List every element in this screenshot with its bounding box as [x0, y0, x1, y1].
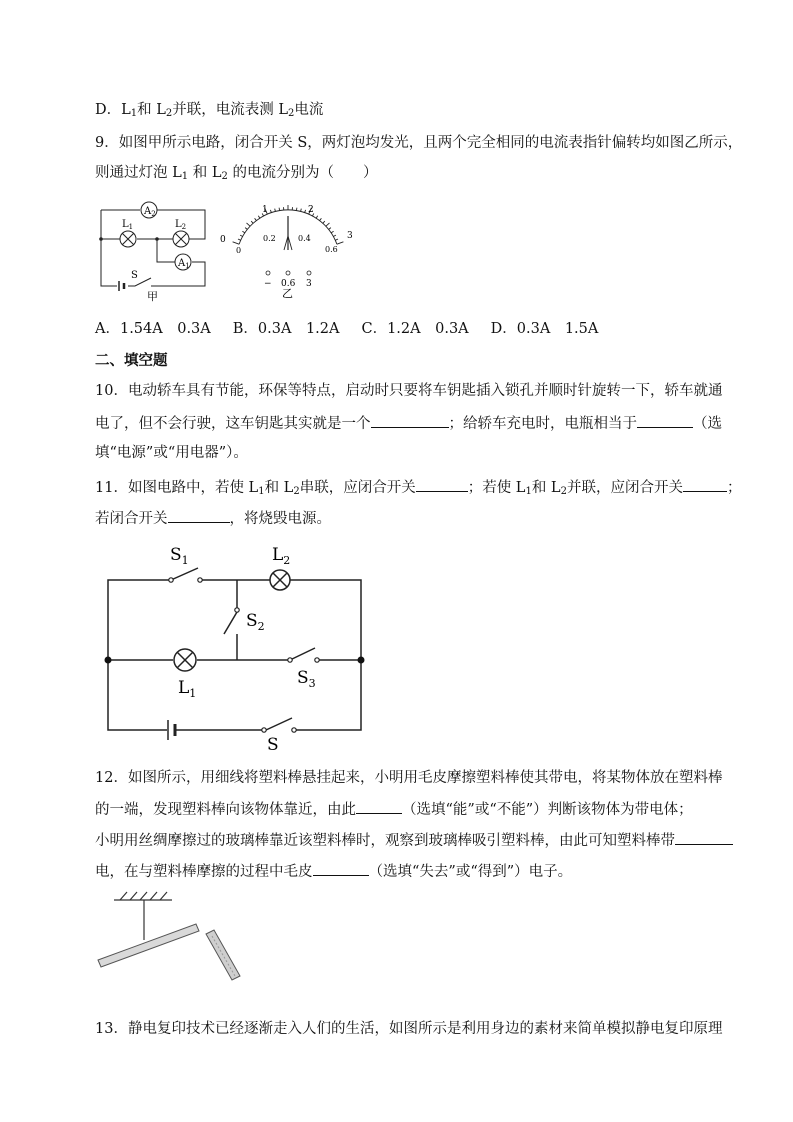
a1-label: $A_1$	[178, 258, 190, 270]
terminal-label-3: 3	[306, 279, 312, 289]
q11-line1: 11．如图电路中，若使 $L_1$和 $L_2$串联，应闭合开关 ；若使 $L_1$和 $L_2$并联，应闭合开关 ；	[95, 477, 741, 502]
dial-tick-mark	[320, 218, 322, 220]
dial-tick-mark	[251, 221, 253, 223]
terminal-minus	[266, 271, 270, 275]
q11-blank-3[interactable]	[168, 508, 230, 523]
wire-top-right	[290, 580, 361, 660]
dial-tick-mark	[242, 231, 245, 233]
junction-dot-left	[105, 657, 112, 664]
s3-pivot	[288, 658, 292, 662]
dial-outer-tick-2: 2	[308, 205, 314, 215]
s2-label: $S_2$	[246, 611, 265, 633]
q10-blank-1[interactable]	[371, 413, 449, 428]
q12-line1: 12．如图所示，用细线将塑料棒悬挂起来，小明用毛皮摩擦塑料棒使其带电，将某物体放在塑料棒	[95, 770, 723, 786]
dial-outer-tick-0: 0	[220, 235, 226, 245]
q10-line2: 电了，但不会行驶，这车钥匙其实就是一个 ；给轿车充电时，电瓶相当于 （选	[95, 413, 722, 434]
dial-tick-mark	[240, 235, 243, 236]
dial-outer-tick-1: 1	[262, 205, 268, 215]
dial-tick-mark	[329, 228, 331, 230]
dial-outer-tick-3: 3	[347, 231, 353, 241]
terminal-3	[307, 271, 311, 275]
caption-jia: 甲	[147, 290, 158, 303]
dial-tick-mark	[305, 210, 306, 213]
dial-tick-mark	[316, 216, 318, 219]
l2-label: $L_2$	[175, 219, 187, 231]
dial-inner-tick-04: 0.4	[298, 234, 311, 243]
dial-tick-mark	[247, 223, 251, 226]
q9-circuit-jia	[95, 198, 215, 304]
q9-option-d: D．0.3A 1.5A	[490, 321, 599, 337]
wire-top-left	[108, 580, 171, 660]
jia-wire-branch	[157, 239, 175, 262]
dial-tick-mark	[326, 223, 330, 226]
q10-blank-2[interactable]	[637, 413, 693, 428]
dial-tick-mark	[233, 242, 240, 244]
q10-line3: 填“电源”或“用电器”）。	[95, 445, 248, 461]
switch-s2-blade	[224, 612, 237, 634]
q12-line4: 电，在与塑料棒摩擦的过程中毛皮 （选填“失去”或“得到”）电子。	[95, 861, 572, 882]
dial-tick-mark	[331, 231, 334, 233]
q9-option-a: A．1.54A 0.3A	[95, 321, 211, 337]
caption-yi: 乙	[282, 287, 293, 300]
lamp-l1-cross	[122, 233, 134, 245]
q8-option-d: D．$L_1$和 $L_2$并联，电流表测 $L_2$电流	[95, 102, 324, 119]
lamp-l2-cross	[175, 233, 187, 245]
junction-dot-right	[358, 657, 365, 664]
s2-contact	[235, 608, 239, 612]
q12-blank-3[interactable]	[313, 861, 369, 876]
switch-s3-blade	[290, 648, 315, 660]
switch-s-blade	[266, 718, 292, 730]
junction-dot-middle	[155, 237, 159, 241]
s3-label: $S_3$	[297, 668, 316, 690]
q9-option-b: B．0.3A 1.2A	[232, 321, 340, 337]
dial-tick-mark	[255, 218, 257, 220]
ceiling-hatch	[120, 892, 167, 900]
q9-option-c: C．1.2A 0.3A	[361, 321, 469, 337]
lamp-l1-cross	[177, 652, 193, 668]
q11-blank-2[interactable]	[683, 477, 727, 492]
terminal-06	[286, 271, 290, 275]
s1-label: $S_1$	[170, 545, 189, 567]
dial-inner-tick-02: 0.2	[263, 234, 276, 243]
s-label: S	[267, 735, 279, 755]
dial-inner-tick-0: 0	[236, 246, 242, 255]
lamp-l2-cross	[273, 573, 287, 587]
dial-tick-mark	[238, 239, 241, 240]
q12-blank-2[interactable]	[675, 830, 733, 845]
s-contact	[292, 728, 296, 732]
q9-stem-line1: 9．如图甲所示电路，闭合开关 S，两灯泡均发光，且两个完全相同的电流表指针偏转均如图乙所示，	[95, 135, 743, 151]
l2-label: $L_2$	[272, 545, 291, 567]
l1-label: $L_1$	[178, 678, 197, 700]
s1-pivot	[169, 578, 173, 582]
q11-circuit	[96, 538, 376, 754]
q9-stem-line2: 则通过灯泡 $L_1$ 和 $L_2$ 的电流分别为（ ）	[95, 165, 378, 182]
q11-line2: 若闭合开关 ，将烧毁电源。	[95, 508, 331, 529]
junction-dot-left	[99, 237, 103, 241]
s-pivot	[262, 728, 266, 732]
q13-line1: 13．静电复印技术已经逐渐走入人们的生活，如图所示是利用身边的素材来简单模拟静电复印原理	[95, 1021, 723, 1037]
s-label: S	[131, 270, 138, 281]
dial-tick-mark	[245, 228, 247, 230]
glass-rod	[206, 930, 240, 980]
q11-blank-1[interactable]	[416, 477, 468, 492]
q9-ammeter-dial-yi	[218, 198, 358, 300]
dial-tick-mark	[296, 208, 297, 211]
dial-tick-mark	[279, 208, 280, 211]
dial-tick-mark	[270, 210, 271, 213]
q12-line3: 小明用丝绸摩擦过的玻璃棒靠近该塑料棒时，观察到玻璃棒吸引塑料棒，由此可知塑料棒带	[95, 830, 733, 851]
dial-inner-tick-06: 0.6	[325, 245, 338, 254]
dial-tick-mark	[258, 216, 260, 219]
switch-s1-blade	[171, 568, 198, 580]
q9-options	[95, 319, 620, 339]
s3-contact	[315, 658, 319, 662]
q12-line2: 的一端，发现塑料棒向该物体靠近，由此 （选填“能”或“不能”）判断该物体为带电体；	[95, 799, 693, 820]
s1-contact	[198, 578, 202, 582]
dial-tick-mark	[323, 221, 325, 223]
jia-wire-left	[101, 210, 117, 286]
wire-bottom-left	[108, 660, 167, 730]
q10-line1: 10．电动轿车具有节能，环保等特点，启动时只要将车钥匙插入锁孔并顺时针旋转一下，轿车就通	[95, 383, 723, 399]
q12-blank-1[interactable]	[356, 799, 402, 814]
terminal-label-06: 0.6	[281, 279, 296, 289]
q12-rod-figure	[94, 888, 264, 988]
dial-tick-mark	[333, 235, 336, 236]
dial-tick-mark	[337, 242, 344, 244]
plastic-rod	[98, 924, 199, 967]
l1-label: $L_1$	[122, 219, 134, 231]
a2-label: $A_2$	[144, 206, 156, 218]
terminal-label-minus: −	[264, 279, 272, 289]
section-fill-in-blank: 二、填空题	[95, 353, 168, 369]
dial-tick-mark	[335, 239, 338, 240]
